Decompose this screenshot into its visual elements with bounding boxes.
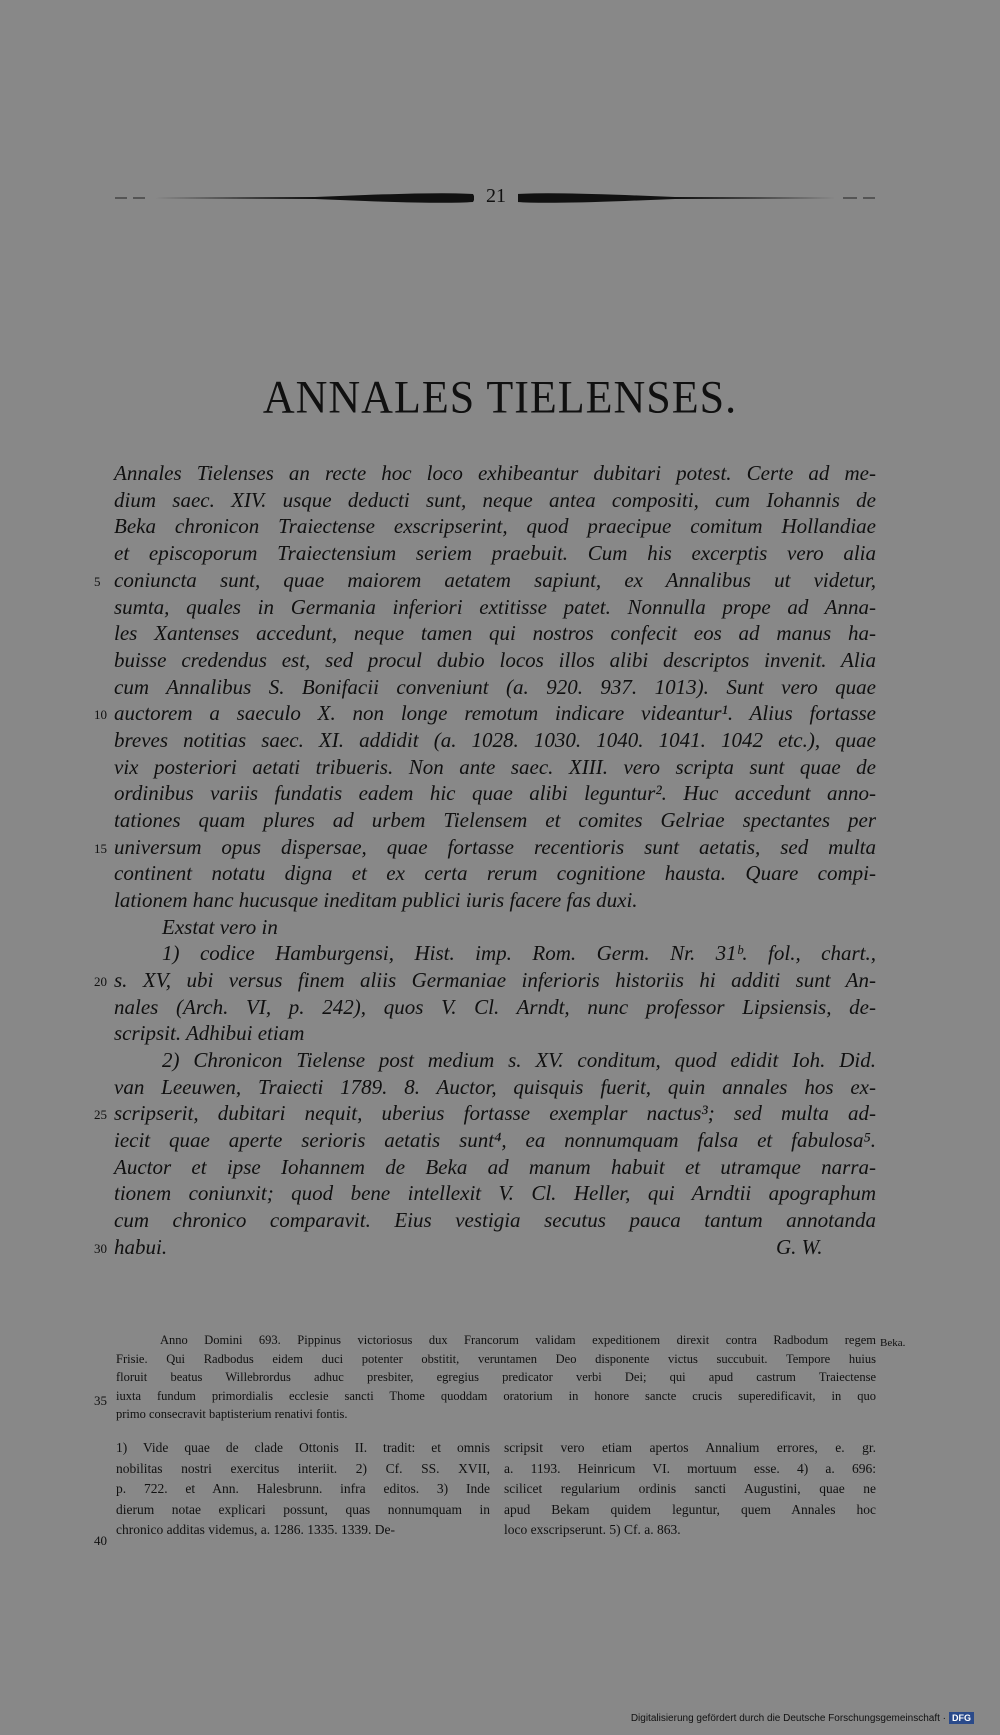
body-line: 1) codice Hamburgensi, Hist. imp. Rom. Germ. Nr. 31ᵇ. fol., chart.,: [162, 941, 876, 965]
line-number: 35: [94, 1393, 107, 1408]
footnote-line-right: scilicet regularium ordinis sancti Augustini, quae ne: [504, 1481, 876, 1497]
body-line: habui.: [114, 1235, 168, 1259]
body-line: scripserit, dubitari nequit, uberius fortasse exemplar nactus³; sed multa ad-: [114, 1101, 876, 1125]
footnote-line-left: 1) Vide quae de clade Ottonis II. tradit: et omnis: [116, 1440, 490, 1455]
body-line: Annales Tielenses an recte hoc loco exhibeantur dubitari potest. Certe ad me-: [114, 461, 876, 485]
margin-source-note: Beka.: [880, 1337, 906, 1349]
body-line: cum chronico comparavit. Eius vestigia secutus pauca tantum annotanda: [114, 1208, 876, 1232]
body-line: tionem coniunxit; quod bene intellexit V. Cl. Heller, qui Arndtii apographum: [114, 1181, 876, 1205]
footnote-line-right: a. 1193. Heinricum VI. mortuum esse. 4) a. 696:: [504, 1460, 876, 1476]
body-line: vix posteriori aetati tribueris. Non ante saec. XIII. vero scripta sunt quae de: [114, 755, 876, 779]
footnote-line-right: scripsit vero etiam apertos Annalium errores, e. gr.: [504, 1440, 876, 1455]
line-number: 30: [94, 1241, 107, 1256]
body-line: buisse credendus est, sed procul dubio locos illos alibi descriptos invenit. Alia: [114, 648, 876, 672]
annal-line: Frisie. Qui Radbodus eidem duci potenter obstitit, veruntamen Deo disponente victus succubuit. Tempore huius: [116, 1351, 876, 1366]
body-line: les Xantenses accedunt, neque tamen qui nostros confecit eos ad manus ha-: [114, 621, 876, 645]
footnote-line-left: p. 722. et Ann. Halesbrunn. infra editos. 3) Inde: [116, 1481, 490, 1497]
body-line: auctorem a saeculo X. non longe remotum indicare videantur¹. Alius fortasse: [114, 701, 876, 725]
body-line: scripsit. Adhibui etiam: [114, 1021, 305, 1045]
line-number: 5: [94, 574, 101, 589]
body-line: 2) Chronicon Tielense post medium s. XV. conditum, quod edidit Ioh. Did.: [162, 1048, 876, 1072]
annal-line: floruit beatus Willebrordus adhuc presbiter, egregius predicator verbi Dei; qui apud castrum Traiectense: [116, 1370, 876, 1384]
footnote-line-left: chronico additas videmus, a. 1286. 1335. 1339. De-: [116, 1522, 395, 1538]
page-number: 21: [474, 184, 518, 208]
footnote-line-right: loco exscripserunt. 5) Cf. a. 863.: [504, 1522, 681, 1538]
footnote-line-left: dierum notae explicari possunt, quas nonnumquam in: [116, 1501, 490, 1517]
line-number: 15: [94, 841, 107, 856]
annal-line: primo consecravit baptisterium renativi fontis.: [116, 1407, 348, 1421]
credit-text: Digitalisierung gefördert durch die Deutsche Forschungsgemeinschaft ·: [630, 1713, 946, 1724]
body-line: et episcoporum Traiectensium seriem praebuit. Cum his excerptis vero alia: [114, 541, 876, 565]
body-line: van Leeuwen, Traiecti 1789. 8. Auctor, quisquis fuerit, quin annales hos ex-: [114, 1075, 876, 1099]
line-number: 40: [94, 1533, 107, 1548]
body-line: s. XV, ubi versus finem aliis Germaniae inferioris historiis hi additi sunt An-: [114, 968, 876, 992]
annal-line: iuxta fundum primordialis ecclesie sancti Thome quoddam oratorium in honore sancte crucis superedificavit, in quo: [116, 1388, 876, 1403]
dfg-logo: DFG: [949, 1712, 974, 1724]
body-line: continent notatu digna et ex certa rerum cognitione hausta. Quare compi-: [114, 861, 876, 885]
body-line: G. W.: [776, 1235, 823, 1259]
body-line: Auctor et ipse Iohannem de Beka ad manum habuit et utramque narra-: [114, 1155, 876, 1179]
body-line: Exstat vero in: [162, 915, 278, 939]
body-line: nales (Arch. VI, p. 242), quos V. Cl. Arndt, nunc professor Lipsiensis, de-: [114, 995, 876, 1019]
line-number: 20: [94, 974, 107, 989]
body-line: iecit quae aperte serioris aetatis sunt⁴, ea nonnumquam falsa et fabulosa⁵.: [114, 1128, 876, 1152]
line-number: 10: [94, 707, 107, 722]
body-line: dium saec. XIV. usque deducti sunt, neque antea compositi, cum Iohannis de: [114, 488, 876, 512]
line-number: 25: [94, 1107, 107, 1122]
body-line: tationes quam plures ad urbem Tielensem et comites Gelriae spectantes per: [114, 808, 876, 832]
annal-line: Anno Domini 693. Pippinus victoriosus dux Francorum validam expeditionem direxit contra Radbodum regem: [160, 1333, 876, 1347]
body-line: cum Annalibus S. Bonifacii conveniunt (a. 920. 937. 1013). Sunt vero quae: [114, 675, 876, 699]
body-line: breves notitias saec. XI. addidit (a. 1028. 1030. 1040. 1041. 1042 etc.), quae: [114, 728, 876, 752]
body-line: universum opus dispersae, quae fortasse recentioris sunt aetatis, sed multa: [114, 835, 876, 859]
body-line: Beka chronicon Traiectense exscripserint, quod praecipue comitum Hollandiae: [114, 514, 876, 538]
body-line: coniuncta sunt, quae maiorem aetatem sapiunt, ex Annalibus ut videtur,: [114, 568, 876, 592]
digitization-credit: [631, 1712, 974, 1724]
document-title: ANNALES TIELENSES.: [262, 371, 738, 424]
footnote-line-left: nobilitas nostri exercitus interiit. 2) Cf. SS. XVII,: [116, 1460, 490, 1476]
footnote-line-right: apud Bekam quidem leguntur, quem Annales hoc: [504, 1501, 876, 1517]
body-line: sumta, quales in Germania inferiori extitisse patet. Nonnulla prope ad Anna-: [114, 595, 876, 619]
body-line: ordinibus variis fundatis eadem hic quae alibi leguntur². Huc accedunt anno-: [114, 781, 876, 805]
body-line: lationem hanc hucusque ineditam publici iuris facere fas duxi.: [114, 888, 638, 912]
